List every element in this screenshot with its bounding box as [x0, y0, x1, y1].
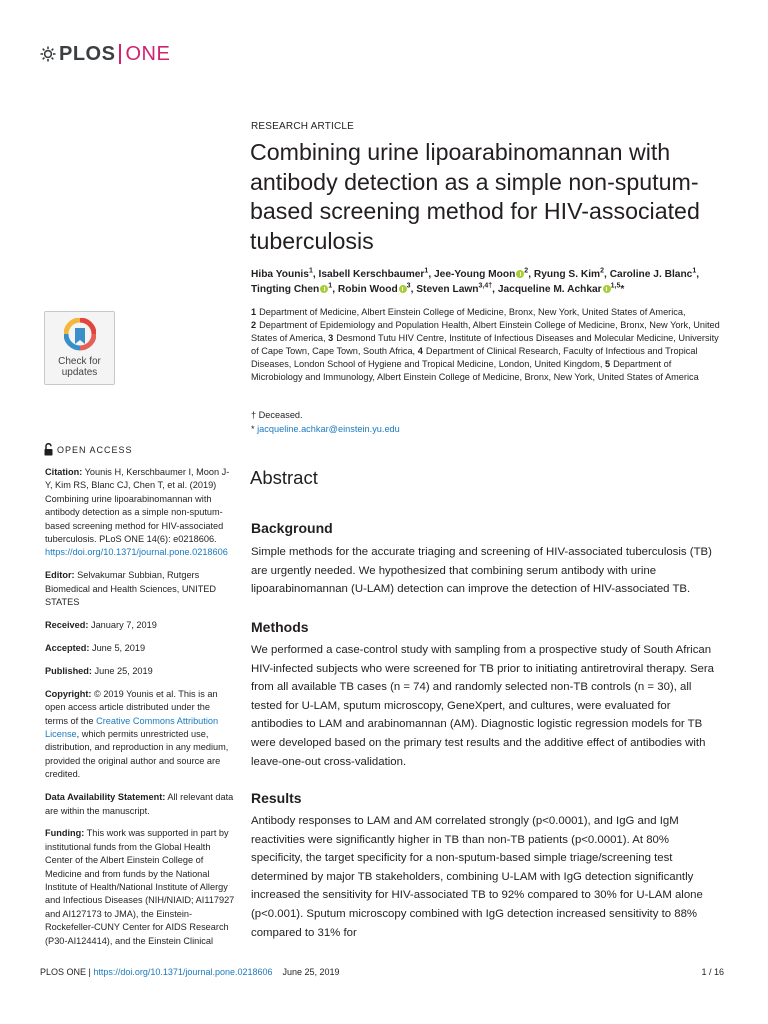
- author-name: Jacqueline M. Achkar: [497, 284, 602, 296]
- data-availability: Data Availability Statement: All relevant data are within the manuscript.: [45, 792, 234, 816]
- author-name: Isabell Kerschbaumer: [318, 269, 425, 280]
- author-affiliation-sup: 1: [424, 267, 429, 275]
- affiliation-text: Desmond Tutu HIV Centre, Institute of Infectious Diseases and Molecular Medicine, University of Cape Town, Cape Town, South Africa,: [251, 333, 719, 356]
- affiliation-text: Department of Clinical Research, Faculty of Infectious and Tropical Diseases, London School of Hygiene and Tropical Medicine, London, United Kingdom,: [251, 346, 698, 369]
- open-access-text: OPEN ACCESS: [57, 444, 133, 455]
- results-text: Antibody responses to LAM and AM correlated strongly (p<0.0001), and IgG and IgM reactivities were significantly higher in TB than non-TB patients (p<0.0001). At 80% specificity, the target specificity for a non-sputum-based simple triage/screening test determined by major TB stakeholders, combining U-LAM with IgG detection significantly increased the sensitivity for HIV-associated TB to 92% compared to 30% for U-LAM alone (p<0.001). Sputum microscopy combined with IgG detection increased sensitivity to 88% compared to 31% for: [251, 815, 703, 939]
- author-name: Robin Wood: [337, 284, 398, 296]
- copyright-info: Copyright: © 2019 Younis et al. This is an open access article distributed under the terms of the Creative Commons Attribution License, which permits unrestricted use, distribution, and reproduction in any medium, provided the original author and source are credited.: [45, 688, 229, 780]
- logo-divider: [119, 44, 121, 64]
- results-heading: Results: [251, 790, 302, 806]
- affiliation-text: Department of Microbiology and Immunology, Albert Einstein College of Medicine, Bronx, New York, United States of America: [251, 359, 699, 382]
- published-date: Published: June 25, 2019: [45, 665, 153, 676]
- deceased-note: † Deceased.: [251, 410, 303, 420]
- methods-heading: Methods: [251, 619, 309, 635]
- author-affiliation-sup: 2: [600, 267, 605, 275]
- author-affiliation-sup: 3: [406, 282, 411, 290]
- author-name: Tingting Chen: [251, 284, 320, 296]
- crossmark-icon: [64, 318, 96, 354]
- footer-doi-link[interactable]: https://doi.org/10.1371/journal.pone.0218606: [93, 967, 273, 977]
- author-affiliation-sup: 1,5: [610, 282, 621, 290]
- journal-logo: [40, 40, 170, 68]
- author-name: Jee-Young Moon: [433, 269, 516, 280]
- article-metadata-sidebar: [45, 466, 235, 958]
- orcid-icon[interactable]: [603, 285, 611, 293]
- author-name: Caroline J. Blanc: [609, 269, 693, 280]
- author-affiliation-sup: 2: [524, 267, 529, 275]
- creative-commons-link[interactable]: Creative Commons Attribution License: [45, 715, 219, 739]
- editor-info: Editor: Selvakumar Subbian, Rutgers Biomedical and Health Sciences, UNITED STATES: [45, 570, 217, 608]
- citation-info: Citation: Younis H, Kerschbaumer I, Moon J-Y, Kim RS, Blanc CJ, Chen T, et al. (2019) Combining urine lipoarabinomannan with antibody detection as a simple non-sputum-based screening method for HIV-associated tuberculosis. PLoS ONE 14(6): e0218606. https://doi.org/10.1371/journal.pone.0218606: [45, 467, 230, 558]
- check-for-updates-badge[interactable]: [44, 311, 115, 385]
- author-list: Hiba Younis$^1$, Isabell Kerschbaumer$^1$, Jee-Young Moon $^2$, Ryung S. Kim$^2$, Caroline J. Blanc$^1$, Tingting Chen $^1$, Robin Wood $^3$, Steven Lawn$^{3,4\dagger}$, Jacqueline M. Achkar $^{1,5}$*: [251, 267, 700, 296]
- background-text: Simple methods for the accurate triaging and screening of HIV-associated tuberculosis (TB) are urgently needed. We hypothesized that combining serum antibody with urine lipoarabinomannan (U-LAM) detection can improve the detection of HIV-associated TB.: [251, 546, 712, 596]
- author-name: Hiba Younis: [251, 269, 309, 280]
- footer-date: June 25, 2019: [282, 967, 340, 977]
- abstract-heading: Abstract: [250, 467, 318, 488]
- citation-doi-link[interactable]: https://doi.org/10.1371/journal.pone.0218606: [45, 547, 228, 558]
- author-affiliation-sup: 3,4†: [478, 282, 493, 290]
- orcid-icon[interactable]: [516, 270, 524, 278]
- affiliation-number: 1: [251, 307, 257, 317]
- accepted-date: Accepted: June 5, 2019: [45, 642, 146, 653]
- page-footer: [40, 967, 725, 977]
- affiliations: [251, 306, 723, 384]
- open-lock-icon: [44, 443, 53, 456]
- methods-text: We performed a case-control study with sampling from a prospective study of South African HIV-infected subjects who were screened for TB prior to initiating antiretroviral therapy. Sera from all available TB cases (n = 74) and randomly selected non-TB controls (n = 30), all tested for U-LAM, sputum microscopy, GeneXpert, and cultures, were evaluated for antibodies to LAM and arabinomannan (AM). Diagnostic logistic regression models for TB were developed based on the primary test results and the additive effect of antibodies with leave-one-out cross-validation.: [251, 644, 715, 768]
- journal-name-plos: PLOS: [59, 42, 116, 65]
- page-number: 1 / 16: [701, 967, 724, 977]
- check-updates-line2: updates: [61, 367, 98, 378]
- orcid-icon[interactable]: [399, 285, 407, 293]
- affiliation-text: Department of Medicine, Albert Einstein College of Medicine, Bronx, New York, United States of America,: [259, 307, 686, 317]
- author-name: Steven Lawn: [416, 284, 479, 296]
- received-date: Received: January 7, 2019: [45, 620, 157, 631]
- footer-journal: PLOS ONE |: [40, 967, 94, 977]
- affiliation-number: 3: [328, 333, 334, 343]
- affiliation-number: 5: [604, 359, 611, 369]
- author-affiliation-sup: 1: [328, 282, 333, 290]
- article-type: RESEARCH ARTICLE: [251, 121, 355, 132]
- orcid-icon[interactable]: [320, 285, 328, 293]
- affiliation-number: 4: [417, 346, 423, 356]
- journal-name-one: ONE: [125, 42, 171, 65]
- corresponding-email-link[interactable]: jacqueline.achkar@einstein.yu.edu: [257, 424, 400, 434]
- author-affiliation-sup: 1: [692, 267, 697, 275]
- corresponding-author: * jacqueline.achkar@einstein.yu.edu: [251, 424, 400, 434]
- affiliation-text: Department of Epidemiology and Population Health, Albert Einstein College of Medicine, Bronx, New York, United States of America,: [251, 320, 720, 343]
- affiliation-number: 2: [251, 320, 257, 330]
- background-heading: Background: [251, 520, 333, 536]
- author-name: Ryung S. Kim: [533, 269, 601, 280]
- open-access-label: [44, 443, 133, 456]
- funding-info: Funding: This work was supported in part by institutional funds from the Global Health Center of the Albert Einstein College of Medicine and from funds by the National Institute of Health/National Institute of Allergy and Infectious Diseases (NIH/NIAID; AI117927 and AI127173 to JMA), the Einstein-Rockefeller-CUNY Center for AIDS Research (P30-AI124414), and the Einstein Clinical: [45, 828, 235, 946]
- article-title: Combining urine lipoarabinomannan with antibody detection as a simple non-sputum-based screening method for HIV-associated tuberculosis: [250, 139, 700, 254]
- check-updates-line1: Check for: [58, 356, 101, 367]
- plos-sunburst-icon: [40, 46, 56, 62]
- author-affiliation-sup: 1: [308, 267, 313, 275]
